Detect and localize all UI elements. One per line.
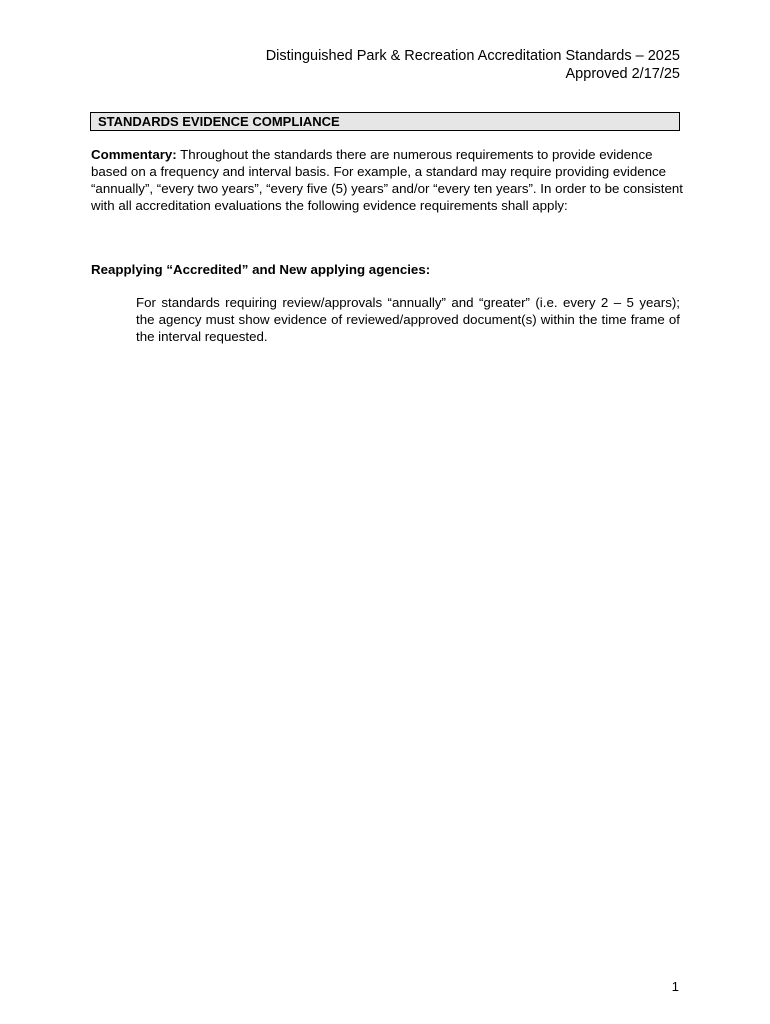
reapplying-heading: Reapplying “Accredited” and New applying agencies: bbox=[91, 262, 431, 277]
page-number: 1 bbox=[671, 979, 679, 994]
header-title: Distinguished Park & Recreation Accreditation Standards – 2025 bbox=[265, 48, 680, 64]
commentary-paragraph bbox=[91, 146, 686, 214]
page-header bbox=[266, 47, 680, 83]
commentary-label: Commentary: bbox=[91, 147, 177, 162]
section-heading-box bbox=[90, 112, 680, 131]
commentary-text: Throughout the standards there are numerous requirements to provide evidence based on a frequency and interval basis. For example, a standard may require providing evidence “annually”, “every two years”, “every five (5) years” and/or “every ten years”. In order to be consistent with all accreditation evaluations the following evidence requirements shall apply: bbox=[91, 147, 683, 213]
header-approved-date: Approved 2/17/25 bbox=[565, 66, 680, 82]
reapplying-paragraph: For standards requiring review/approvals “annually” and “greater” (i.e. every 2 – 5 years); the agency must show evidence of reviewed/approved document(s) within the time frame of the interval requested. bbox=[136, 295, 680, 344]
section-heading: STANDARDS EVIDENCE COMPLIANCE bbox=[98, 114, 340, 129]
